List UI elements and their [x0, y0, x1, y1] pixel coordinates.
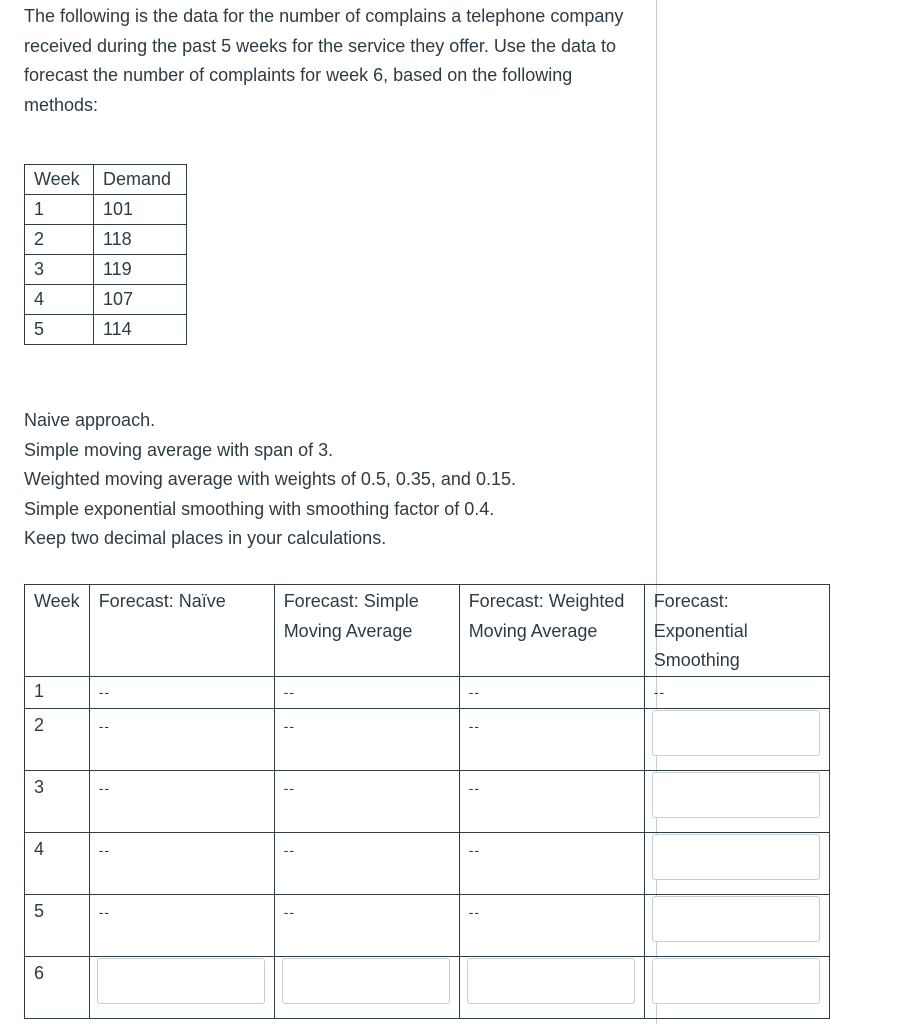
demand-table — [24, 164, 187, 345]
exp-cell — [644, 832, 829, 894]
naive-cell — [89, 770, 274, 832]
forecast-week-cell: 3 — [25, 770, 90, 832]
forecast-header-sma: Forecast: Simple Moving Average — [274, 585, 459, 677]
question-intro: The following is the data for the number of complains a telephone company received during the past 5 weeks for the service they offer. Use the data to forecast the number of complaints for week 6, based on the following methods: — [24, 6, 624, 115]
empty-dash: -- — [468, 903, 481, 920]
empty-dash: -- — [468, 779, 481, 796]
empty-dash: -- — [283, 717, 296, 734]
naive-cell — [89, 956, 274, 1018]
method-item: Naive approach. — [24, 410, 156, 430]
demand-header-row — [25, 165, 187, 195]
empty-dash: -- — [98, 684, 111, 700]
empty-dash: -- — [98, 903, 111, 920]
empty-dash: -- — [468, 841, 481, 858]
method-item: Simple moving average with span of 3. — [24, 439, 334, 460]
demand-row — [25, 285, 187, 315]
forecast-header-wma: Forecast: Weighted Moving Average — [459, 585, 644, 677]
forecast-week-cell: 4 — [25, 832, 90, 894]
demand-header-week: Week — [25, 165, 94, 195]
method-item: Simple exponential smoothing with smoothing factor of 0.4. — [24, 498, 495, 519]
wma-cell — [459, 832, 644, 894]
empty-dash: -- — [98, 779, 111, 796]
forecast-week-cell: 2 — [25, 708, 90, 770]
forecast-row-week-3 — [25, 770, 830, 832]
sma-cell — [274, 770, 459, 832]
demand-week-cell: 2 — [25, 225, 94, 255]
empty-dash: -- — [283, 841, 296, 858]
demand-row — [25, 195, 187, 225]
exp-cell — [644, 956, 829, 1018]
naive-week-6-input[interactable] — [97, 958, 265, 1004]
demand-week-cell: 5 — [25, 315, 94, 345]
forecast-row-week-1 — [25, 677, 830, 709]
empty-dash: -- — [98, 841, 111, 858]
demand-value-cell: 119 — [94, 255, 187, 285]
forecast-week-cell: 6 — [25, 956, 90, 1018]
exp-smoothing-week-6-input[interactable] — [652, 958, 820, 1004]
wma-cell — [459, 956, 644, 1018]
forecast-header-naive: Forecast: Naïve — [89, 585, 274, 677]
exp-smoothing-week-4-input[interactable] — [652, 834, 820, 880]
sma-cell — [274, 708, 459, 770]
demand-row — [25, 225, 187, 255]
empty-dash: -- — [468, 717, 481, 734]
wma-cell — [459, 770, 644, 832]
forecast-header-exp: Forecast: Exponential Smoothing — [644, 585, 829, 677]
demand-value-cell: 114 — [94, 315, 187, 345]
forecast-header-week: Week — [25, 585, 90, 677]
exp-cell — [644, 894, 829, 956]
sma-cell — [274, 894, 459, 956]
wma-cell — [459, 708, 644, 770]
forecast-week-cell: 1 — [25, 677, 90, 709]
empty-dash: -- — [98, 717, 111, 734]
wma-cell — [459, 677, 644, 709]
forecast-row-week-4 — [25, 832, 830, 894]
exp-cell — [644, 708, 829, 770]
demand-value-cell: 107 — [94, 285, 187, 315]
exp-smoothing-week-5-input[interactable] — [652, 896, 820, 942]
exp-cell — [644, 770, 829, 832]
demand-value-cell: 118 — [94, 225, 187, 255]
forecast-row-week-6 — [25, 956, 830, 1018]
method-list — [24, 406, 516, 554]
forecast-row-week-5 — [25, 894, 830, 956]
naive-cell — [89, 832, 274, 894]
naive-cell — [89, 708, 274, 770]
demand-week-cell: 1 — [25, 195, 94, 225]
demand-row — [25, 255, 187, 285]
exp-smoothing-week-3-input[interactable] — [652, 772, 820, 818]
naive-cell — [89, 894, 274, 956]
empty-dash: -- — [468, 684, 481, 700]
wma-cell — [459, 894, 644, 956]
method-item: Weighted moving average with weights of 0.5, 0.35, and 0.15. — [24, 469, 516, 489]
sma-cell — [274, 956, 459, 1018]
wma-week-6-input[interactable] — [467, 958, 635, 1004]
demand-row — [25, 315, 187, 345]
method-item: Keep two decimal places in your calculations. — [24, 528, 387, 548]
forecast-row-week-2 — [25, 708, 830, 770]
sma-week-6-input[interactable] — [282, 958, 450, 1004]
empty-dash: -- — [283, 779, 296, 796]
exp-smoothing-week-2-input[interactable] — [652, 710, 820, 756]
sma-cell — [274, 677, 459, 709]
demand-week-cell: 4 — [25, 285, 94, 315]
empty-dash: -- — [283, 903, 296, 920]
forecast-header-row — [25, 585, 830, 677]
forecast-week-cell: 5 — [25, 894, 90, 956]
demand-value-cell: 101 — [94, 195, 187, 225]
demand-week-cell: 3 — [25, 255, 94, 285]
naive-cell — [89, 677, 274, 709]
empty-dash: -- — [653, 684, 666, 700]
sma-cell — [274, 832, 459, 894]
empty-dash: -- — [283, 684, 296, 700]
forecast-table — [24, 584, 830, 1019]
demand-header-demand: Demand — [94, 165, 187, 195]
exp-cell — [644, 677, 829, 709]
